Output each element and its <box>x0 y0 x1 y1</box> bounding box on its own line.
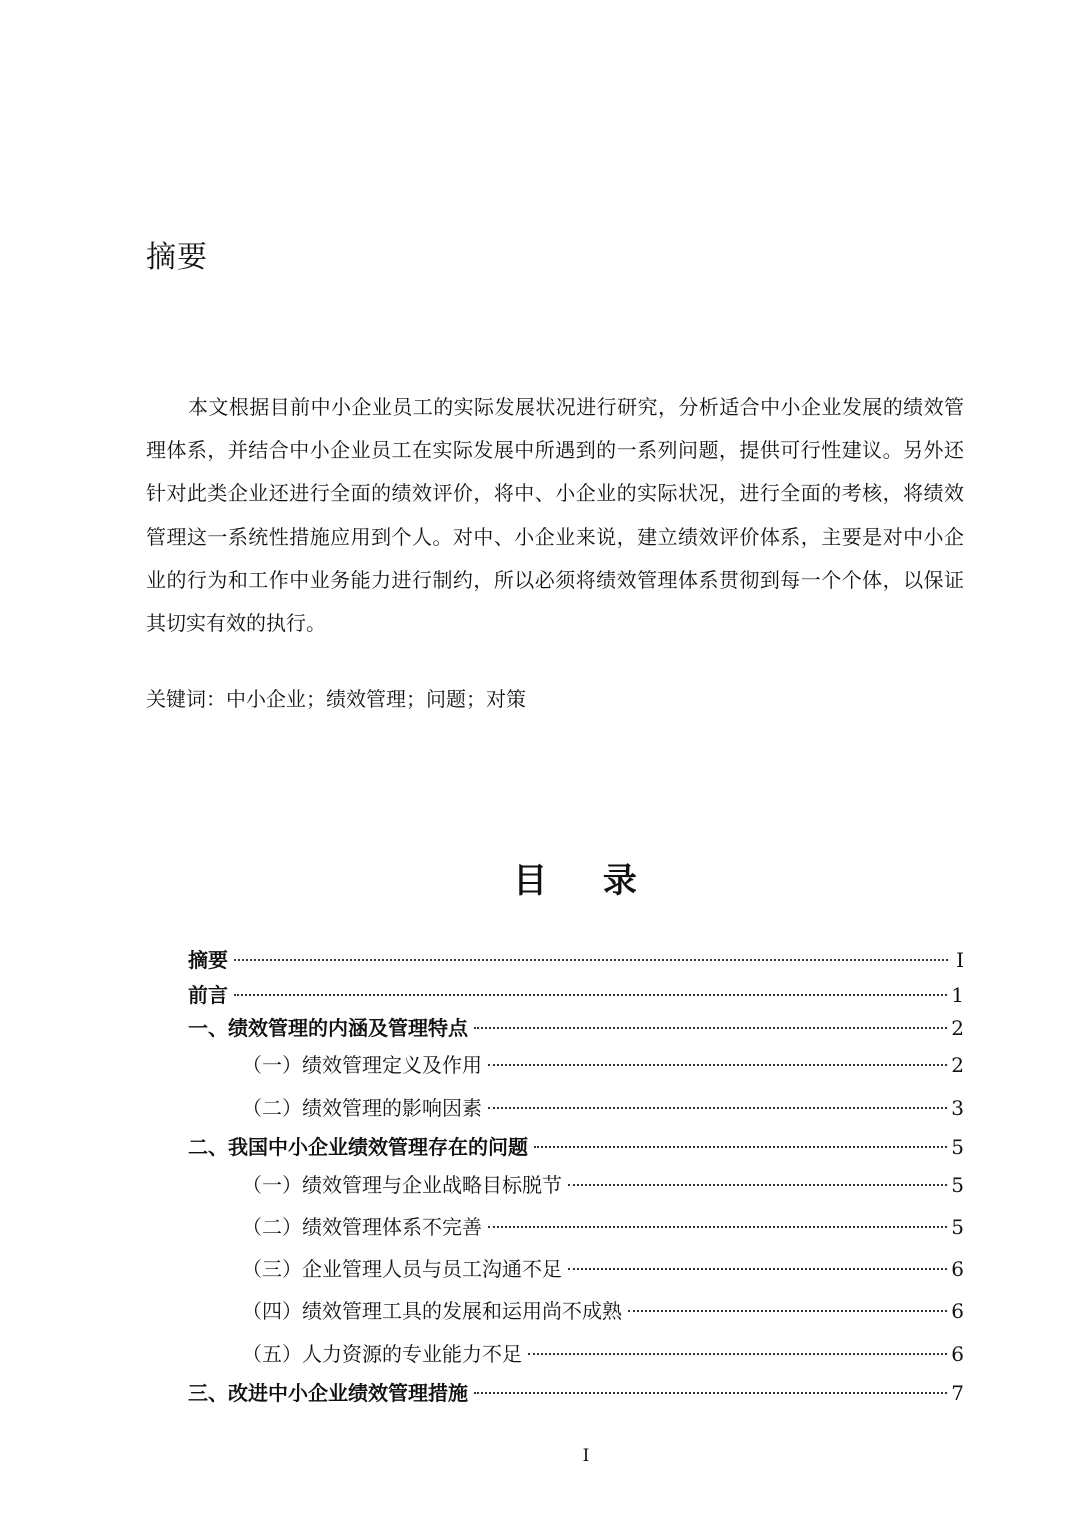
page-number: I <box>582 1446 590 1466</box>
toc-entry-page: 5 <box>951 1215 964 1239</box>
toc-entry[interactable] <box>242 1050 964 1080</box>
toc-dot-leader <box>628 1310 947 1312</box>
toc-entry[interactable] <box>242 1093 964 1123</box>
toc-dot-leader <box>488 1107 947 1109</box>
toc-entry[interactable] <box>188 1132 964 1162</box>
toc-entry-page: I <box>956 948 964 972</box>
toc-entry-page: 2 <box>951 1053 964 1077</box>
toc-entry-page: 1 <box>951 983 964 1007</box>
toc-dot-leader <box>488 1064 947 1066</box>
toc-entry-label: （一）绩效管理与企业战略目标脱节 <box>242 1173 562 1197</box>
toc-entry[interactable] <box>188 980 964 1010</box>
toc-dot-leader <box>474 1027 947 1029</box>
toc-entry[interactable] <box>188 1013 964 1043</box>
toc-entry-page: 5 <box>951 1135 964 1159</box>
toc-entry-page: 5 <box>951 1173 964 1197</box>
toc-entry[interactable] <box>242 1254 964 1284</box>
toc-entry-page: 7 <box>951 1381 964 1405</box>
toc-entry-page: 6 <box>951 1299 964 1323</box>
toc-dot-leader <box>528 1353 947 1355</box>
toc-entry-page: 3 <box>951 1096 964 1120</box>
toc-dot-leader <box>234 994 947 996</box>
toc-entry[interactable] <box>242 1296 964 1326</box>
toc-entry-label: 前言 <box>188 983 228 1007</box>
toc-entry[interactable] <box>242 1212 964 1242</box>
toc-entry[interactable] <box>188 945 964 975</box>
toc-dot-leader <box>568 1268 947 1270</box>
toc-dot-leader <box>568 1184 947 1186</box>
abstract-heading: 摘要 <box>146 240 208 275</box>
toc-entry-page: 6 <box>951 1257 964 1281</box>
toc-dot-leader <box>488 1226 947 1228</box>
toc-dot-leader <box>534 1146 947 1148</box>
toc-entry-label: （二）绩效管理的影响因素 <box>242 1096 482 1120</box>
toc-dot-leader <box>474 1392 947 1394</box>
toc-entry-label: 三、改进中小企业绩效管理措施 <box>188 1381 468 1405</box>
toc-heading: 目 录 <box>513 861 659 901</box>
toc-entry-label: 摘要 <box>188 948 228 972</box>
toc-entry-label: （一）绩效管理定义及作用 <box>242 1053 482 1077</box>
toc-entry[interactable] <box>242 1339 964 1369</box>
toc-entry-label: 二、我国中小企业绩效管理存在的问题 <box>188 1135 528 1159</box>
toc-entry-label: （二）绩效管理体系不完善 <box>242 1215 482 1239</box>
toc-entry-label: （三）企业管理人员与员工沟通不足 <box>242 1257 562 1281</box>
toc-entry[interactable] <box>188 1378 964 1408</box>
abstract-body: 本文根据目前中小企业员工的实际发展状况进行研究，分析适合中小企业发展的绩效管理体系，并结合中小企业员工在实际发展中所遇到的一系列问题，提供可行性建议。另外还针对此类企业还进行全面的绩效评价，将中、小企业的实际状况，进行全面的考核，将绩效管理这一系统性措施应用到个人。对中、小企业来说，建立绩效评价体系，主要是对中小企业的行为和工作中业务能力进行制约，所以必须将绩效管理体系贯彻到每一个个体，以保证其切实有效的执行。 <box>146 395 964 636</box>
toc-entry-label: （四）绩效管理工具的发展和运用尚不成熟 <box>242 1299 622 1323</box>
toc-dot-leader <box>234 959 948 961</box>
toc-entry-page: 6 <box>951 1342 964 1366</box>
keywords-line: 关键词：中小企业；绩效管理；问题；对策 <box>146 687 526 711</box>
toc-entry[interactable] <box>242 1170 964 1200</box>
toc-entry-label: 一、绩效管理的内涵及管理特点 <box>188 1016 468 1040</box>
toc-entry-page: 2 <box>951 1016 964 1040</box>
toc-entry-label: （五）人力资源的专业能力不足 <box>242 1342 522 1366</box>
